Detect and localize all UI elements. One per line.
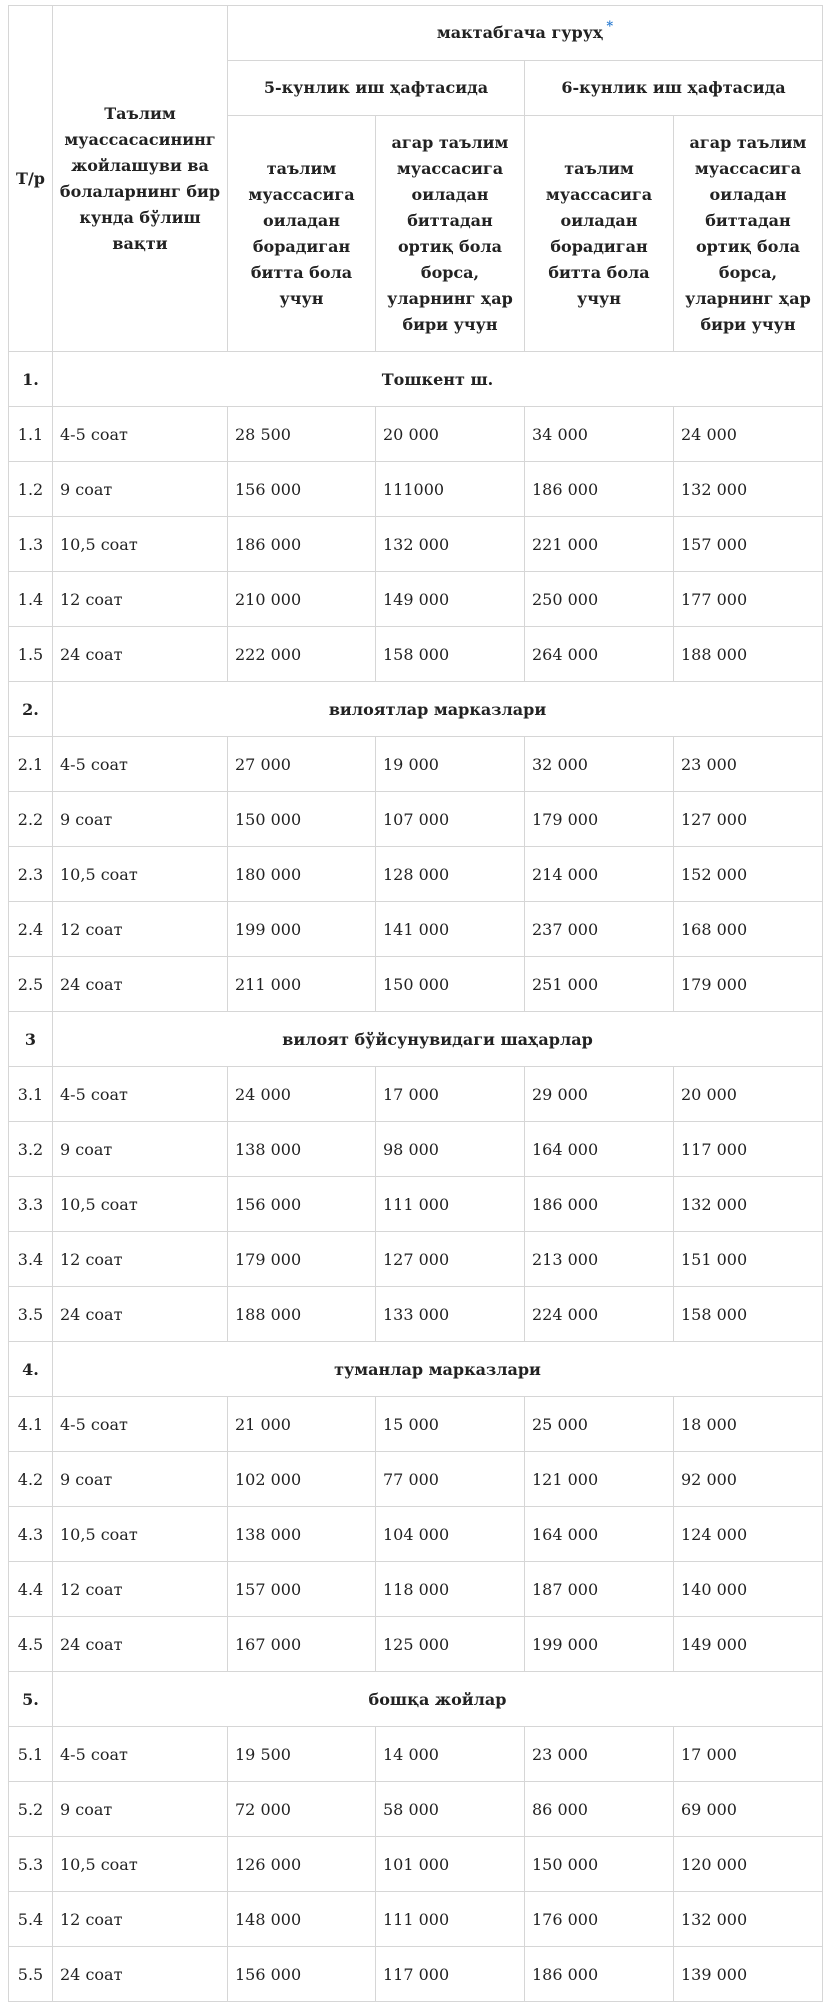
fee-week5-each-extra: 15 000 <box>376 1397 525 1452</box>
fee-week5-each-extra: 77 000 <box>376 1452 525 1507</box>
row-duration: 4-5 соат <box>53 1067 228 1122</box>
table-header <box>9 6 823 352</box>
fee-week5-each-extra: 117 000 <box>376 1947 525 2002</box>
row-number: 2.2 <box>9 792 53 847</box>
row-duration: 12 соат <box>53 572 228 627</box>
fee-week5-each-extra: 127 000 <box>376 1232 525 1287</box>
section-number: 4. <box>9 1342 53 1397</box>
section-title: Тошкент ш. <box>53 352 823 407</box>
fee-week6-each-extra: 18 000 <box>674 1397 823 1452</box>
fee-week5-one-child: 222 000 <box>228 627 376 682</box>
row-duration: 9 соат <box>53 1452 228 1507</box>
fee-week6-each-extra: 127 000 <box>674 792 823 847</box>
row-duration: 4-5 соат <box>53 1397 228 1452</box>
header-group <box>228 6 823 61</box>
fee-week6-each-extra: 158 000 <box>674 1287 823 1342</box>
fee-week6-one-child: 179 000 <box>525 792 674 847</box>
fee-week6-each-extra: 23 000 <box>674 737 823 792</box>
row-duration: 9 соат <box>53 462 228 517</box>
row-number: 3.3 <box>9 1177 53 1232</box>
fee-week5-each-extra: 128 000 <box>376 847 525 902</box>
table-row <box>9 902 823 957</box>
table-row <box>9 792 823 847</box>
row-duration: 24 соат <box>53 1947 228 2002</box>
section-row <box>9 1012 823 1067</box>
fee-week5-each-extra: 133 000 <box>376 1287 525 1342</box>
fee-week5-one-child: 102 000 <box>228 1452 376 1507</box>
row-number: 5.4 <box>9 1892 53 1947</box>
fee-week5-each-extra: 111000 <box>376 462 525 517</box>
row-duration: 24 соат <box>53 957 228 1012</box>
row-duration: 12 соат <box>53 1892 228 1947</box>
row-duration: 10,5 соат <box>53 517 228 572</box>
fee-week6-each-extra: 132 000 <box>674 1892 823 1947</box>
section-title: вилоят бўйсунувидаги шаҳарлар <box>53 1012 823 1067</box>
fee-week5-each-extra: 132 000 <box>376 517 525 572</box>
row-duration: 4-5 соат <box>53 407 228 462</box>
fee-week6-one-child: 186 000 <box>525 1177 674 1232</box>
fee-week5-each-extra: 19 000 <box>376 737 525 792</box>
fee-week6-each-extra: 124 000 <box>674 1507 823 1562</box>
fee-week5-each-extra: 104 000 <box>376 1507 525 1562</box>
fee-week6-one-child: 176 000 <box>525 1892 674 1947</box>
header-week5: 5-кунлик иш ҳафтасида <box>228 61 525 116</box>
fee-week5-one-child: 19 500 <box>228 1727 376 1782</box>
row-number: 1.2 <box>9 462 53 517</box>
row-number: 3.2 <box>9 1122 53 1177</box>
row-number: 2.4 <box>9 902 53 957</box>
row-number: 2.1 <box>9 737 53 792</box>
fee-week6-each-extra: 92 000 <box>674 1452 823 1507</box>
fee-week6-one-child: 164 000 <box>525 1507 674 1562</box>
header-week6: 6-кунлик иш ҳафтасида <box>525 61 823 116</box>
fee-week6-each-extra: 152 000 <box>674 847 823 902</box>
row-number: 5.5 <box>9 1947 53 2002</box>
fee-week6-each-extra: 149 000 <box>674 1617 823 1672</box>
fee-week5-one-child: 150 000 <box>228 792 376 847</box>
fee-week5-each-extra: 150 000 <box>376 957 525 1012</box>
section-row <box>9 1342 823 1397</box>
row-number: 1.5 <box>9 627 53 682</box>
row-duration: 9 соат <box>53 1122 228 1177</box>
fee-week5-one-child: 126 000 <box>228 1837 376 1892</box>
fee-week5-one-child: 28 500 <box>228 407 376 462</box>
fee-week5-each-extra: 125 000 <box>376 1617 525 1672</box>
fee-week6-each-extra: 17 000 <box>674 1727 823 1782</box>
row-duration: 9 соат <box>53 1782 228 1837</box>
table-body <box>9 352 823 2002</box>
row-duration: 10,5 соат <box>53 1837 228 1892</box>
footnote-asterisk[interactable]: * <box>606 19 614 34</box>
row-number: 1.3 <box>9 517 53 572</box>
row-number: 3.4 <box>9 1232 53 1287</box>
row-number: 4.1 <box>9 1397 53 1452</box>
row-duration: 9 соат <box>53 792 228 847</box>
fee-week6-one-child: 264 000 <box>525 627 674 682</box>
fee-table <box>8 5 823 2002</box>
fee-week5-one-child: 156 000 <box>228 1177 376 1232</box>
row-number: 4.3 <box>9 1507 53 1562</box>
row-number: 4.2 <box>9 1452 53 1507</box>
fee-week6-one-child: 187 000 <box>525 1562 674 1617</box>
fee-week6-one-child: 186 000 <box>525 1947 674 2002</box>
header-week5-each-extra: агар таълим муассасига оиладан биттадан ортиқ бола борса, уларнинг ҳар бири учун <box>376 116 525 352</box>
header-no: Т/р <box>9 6 53 352</box>
table-row <box>9 1232 823 1287</box>
row-duration: 10,5 соат <box>53 1177 228 1232</box>
fee-week6-one-child: 214 000 <box>525 847 674 902</box>
fee-week6-each-extra: 140 000 <box>674 1562 823 1617</box>
row-number: 1.1 <box>9 407 53 462</box>
fee-week5-each-extra: 149 000 <box>376 572 525 627</box>
fee-week6-each-extra: 139 000 <box>674 1947 823 2002</box>
header-week6-one-child: таълим муассасига оиладан борадиган битта бола учун <box>525 116 674 352</box>
fee-week5-each-extra: 17 000 <box>376 1067 525 1122</box>
fee-week6-one-child: 121 000 <box>525 1452 674 1507</box>
table-row <box>9 1947 823 2002</box>
row-number: 4.4 <box>9 1562 53 1617</box>
header-location-time: Таълим муассасасининг жойлашуви ва болаларнинг бир кунда бўлиш вақти <box>53 6 228 352</box>
table-row <box>9 1617 823 1672</box>
table-row <box>9 1892 823 1947</box>
table-row <box>9 1067 823 1122</box>
fee-week6-each-extra: 151 000 <box>674 1232 823 1287</box>
fee-week6-one-child: 237 000 <box>525 902 674 957</box>
fee-week5-one-child: 24 000 <box>228 1067 376 1122</box>
fee-week6-one-child: 199 000 <box>525 1617 674 1672</box>
section-number: 3 <box>9 1012 53 1067</box>
fee-week6-each-extra: 24 000 <box>674 407 823 462</box>
fee-week5-one-child: 138 000 <box>228 1507 376 1562</box>
fee-week6-each-extra: 120 000 <box>674 1837 823 1892</box>
row-duration: 12 соат <box>53 1562 228 1617</box>
row-number: 4.5 <box>9 1617 53 1672</box>
row-number: 1.4 <box>9 572 53 627</box>
fee-week6-one-child: 29 000 <box>525 1067 674 1122</box>
fee-week5-one-child: 138 000 <box>228 1122 376 1177</box>
table-row <box>9 1562 823 1617</box>
fee-week6-each-extra: 179 000 <box>674 957 823 1012</box>
header-week5-one-child: таълим муассасига оиладан борадиган битта бола учун <box>228 116 376 352</box>
table-row <box>9 572 823 627</box>
row-duration: 10,5 соат <box>53 1507 228 1562</box>
table-row <box>9 1507 823 1562</box>
fee-week5-one-child: 167 000 <box>228 1617 376 1672</box>
fee-week6-one-child: 251 000 <box>525 957 674 1012</box>
section-title: вилоятлар марказлари <box>53 682 823 737</box>
row-number: 2.5 <box>9 957 53 1012</box>
fee-week5-one-child: 148 000 <box>228 1892 376 1947</box>
table-row <box>9 737 823 792</box>
table-row <box>9 1122 823 1177</box>
fee-week6-each-extra: 20 000 <box>674 1067 823 1122</box>
fee-week5-each-extra: 98 000 <box>376 1122 525 1177</box>
section-row <box>9 1672 823 1727</box>
fee-week5-one-child: 179 000 <box>228 1232 376 1287</box>
row-number: 5.2 <box>9 1782 53 1837</box>
row-duration: 4-5 соат <box>53 1727 228 1782</box>
fee-week5-each-extra: 118 000 <box>376 1562 525 1617</box>
header-week6-each-extra: агар таълим муассасига оиладан биттадан ортиқ бола борса, уларнинг ҳар бири учун <box>674 116 823 352</box>
section-title: туманлар марказлари <box>53 1342 823 1397</box>
table-row <box>9 407 823 462</box>
table-row <box>9 627 823 682</box>
row-number: 2.3 <box>9 847 53 902</box>
fee-week6-each-extra: 117 000 <box>674 1122 823 1177</box>
fee-week5-each-extra: 20 000 <box>376 407 525 462</box>
table-row <box>9 1837 823 1892</box>
table-row <box>9 1727 823 1782</box>
fee-week5-each-extra: 141 000 <box>376 902 525 957</box>
fee-week5-one-child: 21 000 <box>228 1397 376 1452</box>
row-duration: 12 соат <box>53 902 228 957</box>
table-row <box>9 517 823 572</box>
row-duration: 24 соат <box>53 1287 228 1342</box>
table-row <box>9 847 823 902</box>
fee-week6-each-extra: 168 000 <box>674 902 823 957</box>
fee-week5-each-extra: 111 000 <box>376 1177 525 1232</box>
table-row <box>9 462 823 517</box>
fee-week6-each-extra: 188 000 <box>674 627 823 682</box>
table-row <box>9 1782 823 1837</box>
table-row <box>9 957 823 1012</box>
fee-week5-each-extra: 158 000 <box>376 627 525 682</box>
fee-week6-one-child: 221 000 <box>525 517 674 572</box>
fee-table-container <box>8 5 823 2002</box>
section-number: 1. <box>9 352 53 407</box>
fee-week6-each-extra: 177 000 <box>674 572 823 627</box>
fee-week5-one-child: 27 000 <box>228 737 376 792</box>
table-row <box>9 1452 823 1507</box>
section-row <box>9 352 823 407</box>
fee-week6-each-extra: 157 000 <box>674 517 823 572</box>
row-duration: 12 соат <box>53 1232 228 1287</box>
fee-week6-one-child: 150 000 <box>525 1837 674 1892</box>
row-number: 5.1 <box>9 1727 53 1782</box>
fee-week5-each-extra: 111 000 <box>376 1892 525 1947</box>
fee-week5-one-child: 188 000 <box>228 1287 376 1342</box>
fee-week6-one-child: 224 000 <box>525 1287 674 1342</box>
fee-week6-each-extra: 132 000 <box>674 462 823 517</box>
fee-week5-one-child: 211 000 <box>228 957 376 1012</box>
section-number: 2. <box>9 682 53 737</box>
row-number: 5.3 <box>9 1837 53 1892</box>
fee-week5-each-extra: 101 000 <box>376 1837 525 1892</box>
fee-week6-one-child: 25 000 <box>525 1397 674 1452</box>
fee-week6-one-child: 34 000 <box>525 407 674 462</box>
fee-week5-one-child: 156 000 <box>228 1947 376 2002</box>
fee-week5-each-extra: 14 000 <box>376 1727 525 1782</box>
fee-week5-one-child: 156 000 <box>228 462 376 517</box>
table-row <box>9 1287 823 1342</box>
fee-week6-one-child: 250 000 <box>525 572 674 627</box>
fee-week6-one-child: 164 000 <box>525 1122 674 1177</box>
row-number: 3.5 <box>9 1287 53 1342</box>
fee-week6-one-child: 23 000 <box>525 1727 674 1782</box>
fee-week5-one-child: 186 000 <box>228 517 376 572</box>
fee-week5-one-child: 72 000 <box>228 1782 376 1837</box>
section-row <box>9 682 823 737</box>
fee-week6-each-extra: 132 000 <box>674 1177 823 1232</box>
fee-week6-one-child: 86 000 <box>525 1782 674 1837</box>
fee-week5-each-extra: 58 000 <box>376 1782 525 1837</box>
table-row <box>9 1177 823 1232</box>
section-number: 5. <box>9 1672 53 1727</box>
row-number: 3.1 <box>9 1067 53 1122</box>
fee-week6-one-child: 32 000 <box>525 737 674 792</box>
table-row <box>9 1397 823 1452</box>
fee-week5-one-child: 210 000 <box>228 572 376 627</box>
fee-week6-each-extra: 69 000 <box>674 1782 823 1837</box>
row-duration: 10,5 соат <box>53 847 228 902</box>
fee-week5-one-child: 157 000 <box>228 1562 376 1617</box>
fee-week6-one-child: 186 000 <box>525 462 674 517</box>
fee-week6-one-child: 213 000 <box>525 1232 674 1287</box>
fee-week5-each-extra: 107 000 <box>376 792 525 847</box>
row-duration: 24 соат <box>53 627 228 682</box>
row-duration: 24 соат <box>53 1617 228 1672</box>
header-group-title: мактабгача гуруҳ <box>436 23 604 42</box>
fee-week5-one-child: 199 000 <box>228 902 376 957</box>
fee-week5-one-child: 180 000 <box>228 847 376 902</box>
row-duration: 4-5 соат <box>53 737 228 792</box>
section-title: бошқа жойлар <box>53 1672 823 1727</box>
